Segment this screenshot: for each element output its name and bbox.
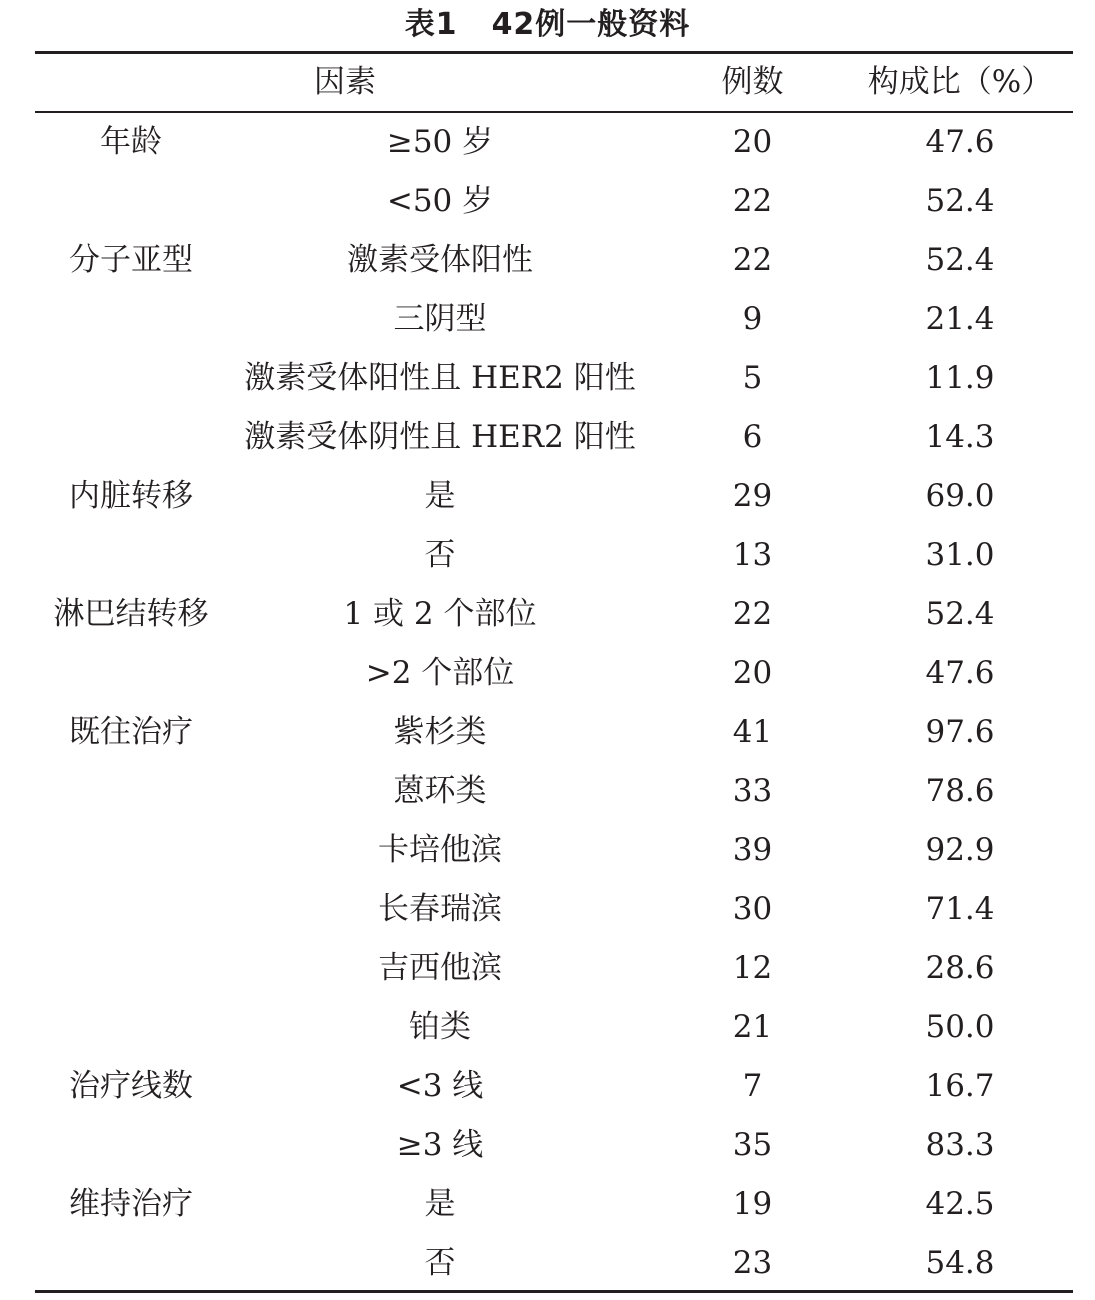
table-row <box>35 880 1073 939</box>
row-group: 分子亚型 <box>69 242 193 278</box>
row-item: 1 或 2 个部位 <box>343 596 537 632</box>
row-item: <3 线 <box>396 1068 484 1104</box>
row-group <box>43 644 219 703</box>
row-item: 长春瑞滨 <box>378 891 502 927</box>
row-count: 33 <box>732 773 773 809</box>
row-item: ≥50 岁 <box>386 124 494 160</box>
row-item: 紫杉类 <box>393 714 487 750</box>
row-item: 激素受体阴性且 HER2 阳性 <box>244 419 636 455</box>
row-group <box>43 1116 219 1175</box>
row-item: 铂类 <box>409 1009 471 1045</box>
row-group <box>43 349 219 408</box>
row-count: 6 <box>742 419 763 455</box>
row-count: 29 <box>732 478 773 514</box>
row-count: 22 <box>732 183 773 219</box>
table-row <box>35 644 1073 703</box>
row-count: 21 <box>732 1009 773 1045</box>
row-percent: 83.3 <box>925 1127 995 1163</box>
row-percent: 42.5 <box>925 1186 995 1222</box>
table-row <box>35 1116 1073 1175</box>
table-row <box>35 821 1073 880</box>
row-percent: 97.6 <box>925 714 995 750</box>
row-group <box>43 998 219 1057</box>
table-row <box>35 585 1073 644</box>
row-group <box>43 1234 219 1293</box>
row-count: 9 <box>742 301 763 337</box>
row-percent: 52.4 <box>925 596 995 632</box>
row-group <box>43 290 219 349</box>
table-header <box>35 54 1073 111</box>
row-group: 年龄 <box>100 124 162 160</box>
table-caption: 42例一般资料 <box>491 7 691 42</box>
row-percent: 54.8 <box>925 1245 995 1281</box>
row-item: 卡培他滨 <box>378 832 502 868</box>
row-group: 治疗线数 <box>69 1068 193 1104</box>
row-count: 30 <box>732 891 773 927</box>
row-percent: 21.4 <box>925 301 995 337</box>
table-row <box>35 231 1073 290</box>
row-percent: 14.3 <box>925 419 995 455</box>
row-percent: 78.6 <box>925 773 995 809</box>
row-group <box>43 821 219 880</box>
table-row <box>35 998 1073 1057</box>
table-row <box>35 349 1073 408</box>
table-row <box>35 172 1073 231</box>
row-count: 12 <box>732 950 773 986</box>
table-row <box>35 526 1073 585</box>
row-group: 内脏转移 <box>69 478 193 514</box>
row-percent: 52.4 <box>925 242 995 278</box>
table-body <box>35 113 1073 1293</box>
row-percent: 11.9 <box>925 360 995 396</box>
row-count: 22 <box>732 596 773 632</box>
row-percent: 31.0 <box>925 537 995 573</box>
row-item: 激素受体阳性且 HER2 阳性 <box>244 360 636 396</box>
row-count: 20 <box>732 655 773 691</box>
row-count: 35 <box>732 1127 773 1163</box>
row-group: 既往治疗 <box>69 714 193 750</box>
row-group <box>43 172 219 231</box>
table-title <box>0 0 1095 50</box>
row-count: 41 <box>732 714 773 750</box>
table-row <box>35 762 1073 821</box>
row-percent: 92.9 <box>925 832 995 868</box>
row-item: >2 个部位 <box>365 655 515 691</box>
row-item: 否 <box>424 1245 456 1281</box>
row-percent: 71.4 <box>925 891 995 927</box>
row-group: 维持治疗 <box>69 1186 193 1222</box>
row-percent: 52.4 <box>925 183 995 219</box>
header-factor: 因素 <box>314 64 376 100</box>
header-percent: 构成比（%） <box>867 64 1053 100</box>
row-item: 吉西他滨 <box>378 950 502 986</box>
row-group <box>43 408 219 467</box>
table-row <box>35 939 1073 998</box>
bottom-rule <box>35 1290 1073 1293</box>
row-count: 20 <box>732 124 773 160</box>
table-row <box>35 113 1073 172</box>
row-item: <50 岁 <box>386 183 494 219</box>
row-item: 否 <box>424 537 456 573</box>
row-count: 22 <box>732 242 773 278</box>
row-count: 13 <box>732 537 773 573</box>
row-percent: 69.0 <box>925 478 995 514</box>
row-group <box>43 762 219 821</box>
row-group <box>43 526 219 585</box>
row-item: 激素受体阳性 <box>347 242 533 278</box>
table-row <box>35 1234 1073 1293</box>
row-group: 淋巴结转移 <box>53 596 209 632</box>
table-row <box>35 1057 1073 1116</box>
row-item: 蒽环类 <box>393 773 487 809</box>
row-count: 7 <box>742 1068 763 1104</box>
table-row <box>35 703 1073 762</box>
table-row <box>35 408 1073 467</box>
row-percent: 50.0 <box>925 1009 995 1045</box>
header-count: 例数 <box>721 64 784 100</box>
row-group <box>43 939 219 998</box>
row-percent: 16.7 <box>925 1068 995 1104</box>
row-percent: 28.6 <box>925 950 995 986</box>
row-percent: 47.6 <box>925 124 995 160</box>
table-number: 表1 <box>404 7 458 42</box>
table-row <box>35 1175 1073 1234</box>
row-count: 5 <box>742 360 763 396</box>
row-group <box>43 880 219 939</box>
table-row <box>35 467 1073 526</box>
row-percent: 47.6 <box>925 655 995 691</box>
row-item: 三阴型 <box>393 301 487 337</box>
row-count: 23 <box>732 1245 773 1281</box>
row-count: 39 <box>732 832 773 868</box>
row-item: ≥3 线 <box>396 1127 484 1163</box>
table-row <box>35 290 1073 349</box>
row-item: 是 <box>424 478 456 514</box>
row-item: 是 <box>424 1186 456 1222</box>
row-count: 19 <box>732 1186 773 1222</box>
